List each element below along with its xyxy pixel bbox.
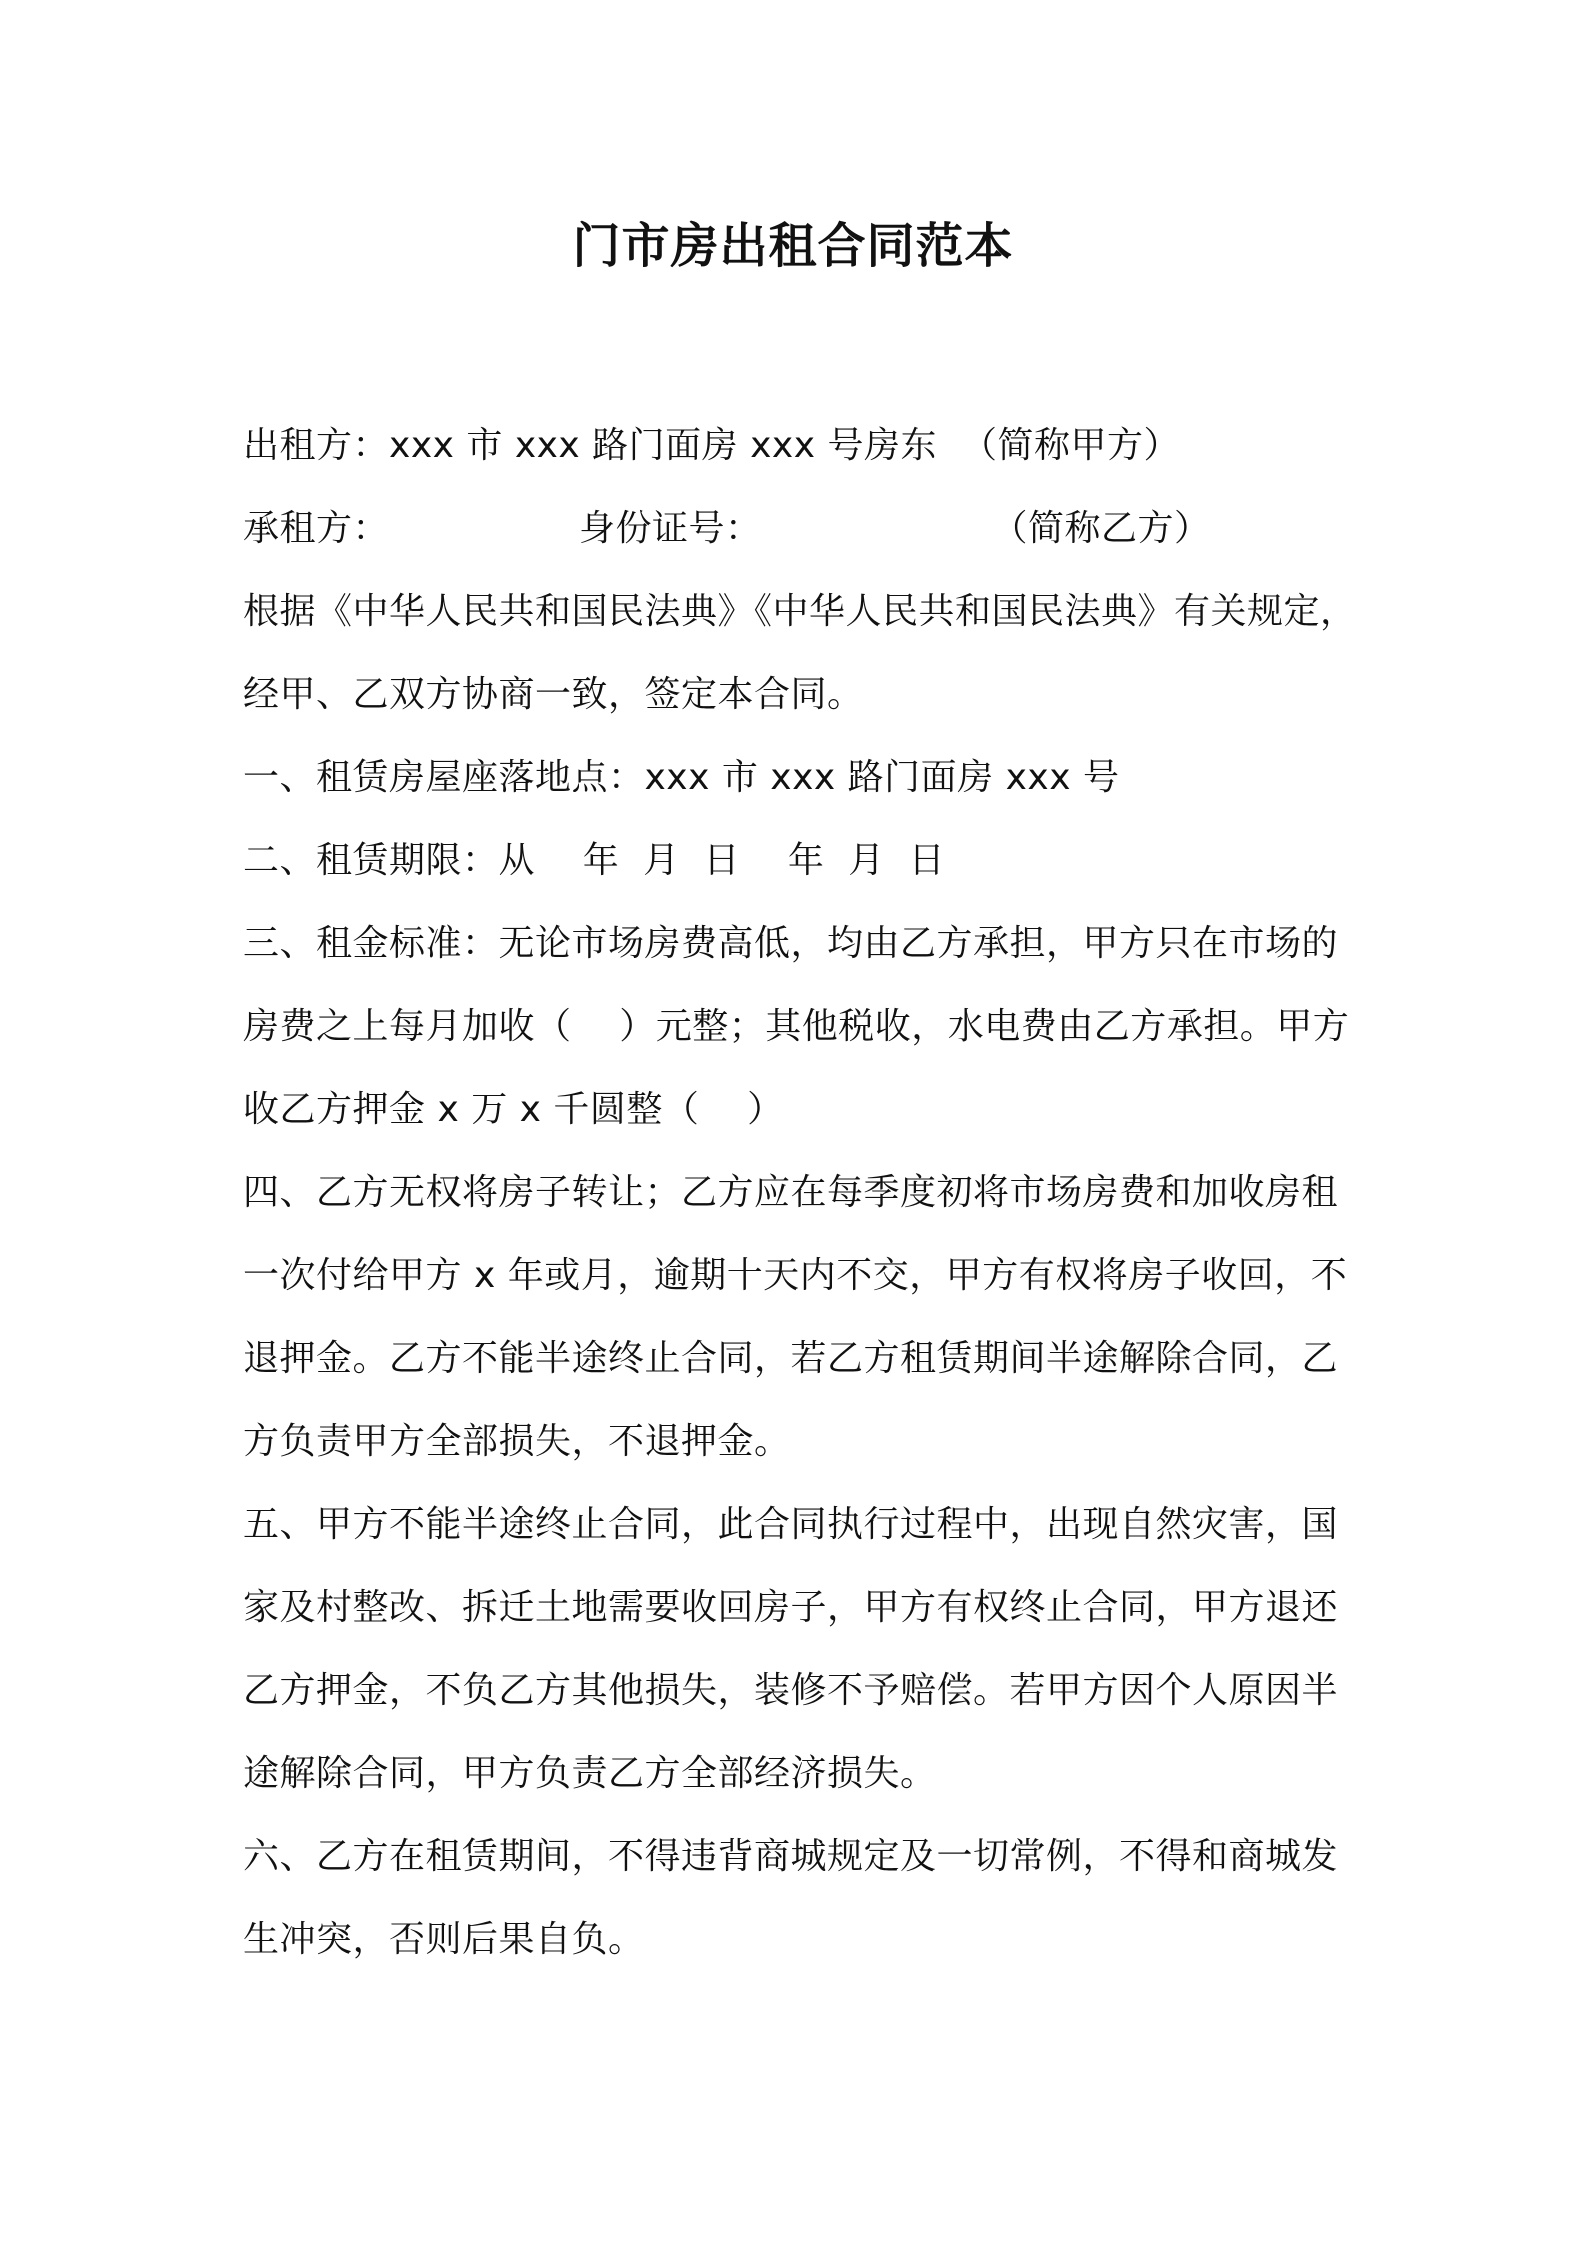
lessee-label: 承租方： xyxy=(243,508,390,549)
text-line: 收乙方押金 x 万 x 千圆整（ ） xyxy=(243,1089,784,1130)
text-line: 途解除合同，甲方负责乙方全部经济损失。 xyxy=(243,1753,937,1794)
text-line: 经甲、乙双方协商一致，签定本合同。 xyxy=(243,674,864,715)
text-line: 一次付给甲方 x 年或月，逾期十天内不交，甲方有权将房子收回，不 xyxy=(243,1255,1348,1296)
lessee-note: （简称乙方） xyxy=(991,508,1211,549)
document-title: 门市房出租合同范本 xyxy=(572,218,1014,274)
clause-6-conduct: 六、乙方在租赁期间，不得违背商城规定及一切常例，不得和商城发 xyxy=(243,1836,1339,1877)
contract-body xyxy=(243,404,1373,1981)
clause-2-term: 二、租赁期限：从 年 月 日 年 月 日 xyxy=(243,840,946,881)
clause-4-transfer: 四、乙方无权将房子转让；乙方应在每季度初将市场房费和加收房租 xyxy=(243,1172,1339,1213)
text-line: 生冲突，否则后果自负。 xyxy=(243,1919,645,1960)
clause-3-rent: 三、租金标准：无论市场房费高低，均由乙方承担，甲方只在市场的 xyxy=(243,923,1339,964)
text-line: 方负责甲方全部损失，不退押金。 xyxy=(243,1421,791,1462)
text-line: 乙方押金，不负乙方其他损失，装修不予赔偿。若甲方因个人原因半 xyxy=(243,1670,1339,1711)
text-line: 退押金。乙方不能半途终止合同，若乙方租赁期间半途解除合同，乙 xyxy=(243,1338,1339,1379)
lessee-line xyxy=(243,487,1373,570)
lessor-value: xxx 市 xxx 路门面房 xxx 号房东 xyxy=(389,425,937,466)
clause-5-termination: 五、甲方不能半途终止合同，此合同执行过程中，出现自然灾害，国 xyxy=(243,1504,1339,1545)
lessor-label: 出租方： xyxy=(243,425,390,466)
text-line: 根据《中华人民共和国民法典》《中华人民共和国民法典》有关规定， xyxy=(243,591,1357,632)
clause-1-location: 一、租赁房屋座落地点：xxx 市 xxx 路门面房 xxx 号 xyxy=(243,757,1120,798)
text-line: 房费之上每月加收（ ）元整；其他税收，水电费由乙方承担。甲方 xyxy=(243,1006,1350,1047)
lessor-line xyxy=(243,404,1373,487)
lessor-note: （简称甲方） xyxy=(960,425,1180,466)
text-line: 家及村整改、拆迁土地需要收回房子，甲方有权终止合同，甲方退还 xyxy=(243,1587,1339,1628)
lessee-id-label: 身份证号： xyxy=(579,508,762,549)
